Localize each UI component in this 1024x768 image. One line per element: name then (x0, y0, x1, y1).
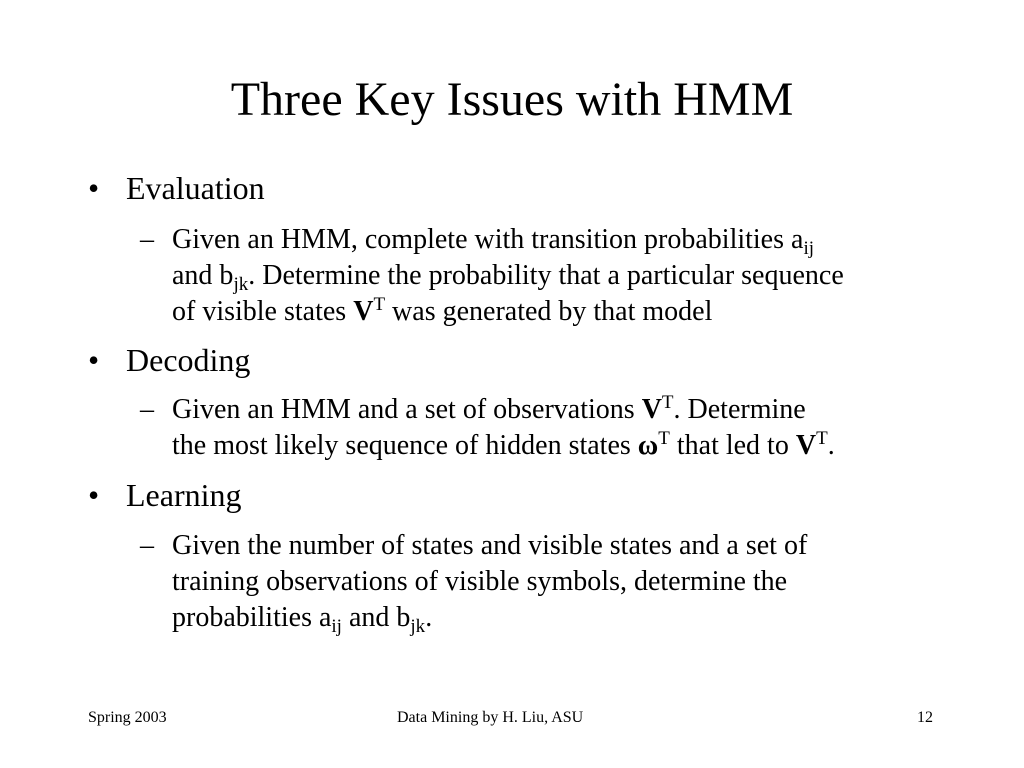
sub-line: and $b_{jk}$. Determine the probability that a particular sequence (172, 260, 844, 295)
sub-line: the most likely sequence of hidden states $\omega^T$ that led to $V^T$. (172, 428, 835, 461)
sub-line: training observations of visible symbols, determine the (172, 566, 788, 597)
slide-title: Three Key Issues with HMM (230, 73, 794, 126)
sub-line: Given an HMM, complete with transition probabilities $a_{ij}$ (172, 224, 814, 259)
footer-page-number: 12 (917, 709, 933, 726)
sub-dash: – (140, 224, 154, 255)
bullet-label: Evaluation (126, 170, 265, 206)
sub-line: Given an HMM and a set of observations $V^T$. Determine (172, 392, 806, 425)
sub-line: Given the number of states and visible states and a set of (172, 530, 808, 561)
sub-line: probabilities $a_{ij}$ and $b_{jk}$. (172, 602, 433, 637)
bullet-dot: • (88, 170, 100, 206)
bullet-label: Learning (126, 477, 242, 513)
bullet-dot: • (88, 342, 100, 378)
sub-dash: – (140, 530, 154, 561)
footer-course: Data Mining by H. Liu, ASU (397, 709, 584, 726)
bullet-dot: • (88, 477, 100, 513)
sub-line: of visible states $V^T$ was generated by that model (172, 294, 713, 327)
bullet-label: Decoding (126, 342, 251, 378)
footer-date: Spring 2003 (88, 709, 167, 726)
sub-dash: – (140, 394, 154, 425)
